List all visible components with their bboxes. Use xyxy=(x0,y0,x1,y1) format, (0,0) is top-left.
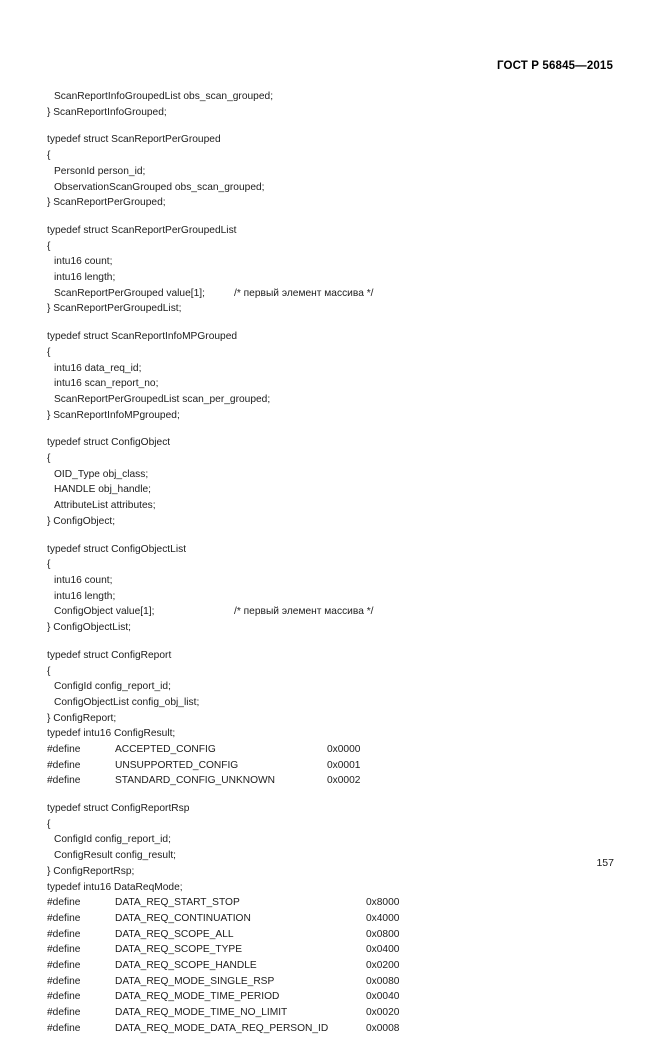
define-keyword: #define xyxy=(47,960,81,972)
code-block-configobject xyxy=(47,435,617,529)
code-block-scanreportpergroupedlist xyxy=(47,223,617,317)
define-value: 0x8000 xyxy=(366,897,400,909)
code-line: OID_Type obj_class; xyxy=(54,468,149,480)
code-block-datareqmode xyxy=(47,880,617,1037)
define-row xyxy=(47,1021,617,1037)
define-value: 0x4000 xyxy=(366,912,400,924)
define-row xyxy=(47,1005,617,1021)
define-name: DATA_REQ_SCOPE_ALL xyxy=(115,928,234,940)
define-value: 0x0002 xyxy=(327,775,361,787)
code-line: { xyxy=(47,150,51,162)
define-value: 0x0008 xyxy=(366,1022,400,1034)
define-name: DATA_REQ_MODE_DATA_REQ_PERSON_ID xyxy=(115,1022,329,1034)
define-name: ACCEPTED_CONFIG xyxy=(115,744,216,756)
define-table-datareqmode xyxy=(47,895,617,1036)
define-keyword: #define xyxy=(47,928,81,940)
code-line: intu16 length; xyxy=(54,272,116,284)
code-line: typedef struct ConfigReportRsp xyxy=(47,803,190,815)
define-value: 0x0040 xyxy=(366,991,400,1003)
define-name: DATA_REQ_MODE_SINGLE_RSP xyxy=(115,975,275,987)
code-block-configreport xyxy=(47,648,617,727)
code-line: } ScanReportPerGrouped; xyxy=(47,197,166,209)
code-line: } ScanReportPerGroupedList; xyxy=(47,303,182,315)
code-line: } ConfigReportRsp; xyxy=(47,865,135,877)
define-keyword: #define xyxy=(47,1007,81,1019)
define-keyword: #define xyxy=(47,991,81,1003)
define-row xyxy=(47,958,617,974)
code-line: ConfigId config_report_id; xyxy=(54,681,171,693)
define-name: UNSUPPORTED_CONFIG xyxy=(115,759,239,771)
code-line: typedef struct ConfigObjectList xyxy=(47,543,187,555)
code-comment: /* первый элемент массива */ xyxy=(234,287,374,299)
define-row xyxy=(47,895,617,911)
define-keyword: #define xyxy=(47,759,81,771)
define-value: 0x0800 xyxy=(366,928,400,940)
define-keyword: #define xyxy=(47,975,81,987)
code-line: ConfigObject value[1]; /* первый элемент массива */ xyxy=(47,604,617,620)
define-keyword: #define xyxy=(47,897,81,909)
code-line: { xyxy=(47,453,51,465)
define-keyword: #define xyxy=(47,775,81,787)
code-line: ConfigResult config_result; xyxy=(54,850,177,862)
page-number: 157 xyxy=(596,857,614,869)
define-value: 0x0020 xyxy=(366,1007,400,1019)
code-blocks-container-2 xyxy=(47,801,617,880)
code-line: typedef struct ScanReportPerGrouped xyxy=(47,134,221,146)
define-row xyxy=(47,742,617,758)
code-line: { xyxy=(47,346,51,358)
define-row xyxy=(47,942,617,958)
code-block-scanreportinfompgrouped xyxy=(47,329,617,423)
code-block-configresult xyxy=(47,726,617,789)
code-listing xyxy=(47,89,617,1036)
define-name: STANDARD_CONFIG_UNKNOWN xyxy=(115,775,275,787)
define-value: 0x0200 xyxy=(366,960,400,972)
code-line: ObservationScanGrouped obs_scan_grouped; xyxy=(54,181,265,193)
define-name: DATA_REQ_START_STOP xyxy=(115,897,240,909)
code-block-configreportrsp xyxy=(47,801,617,880)
define-row xyxy=(47,974,617,990)
define-keyword: #define xyxy=(47,1022,81,1034)
code-line: typedef struct ConfigObject xyxy=(47,437,171,449)
define-row xyxy=(47,758,617,774)
define-name: DATA_REQ_SCOPE_HANDLE xyxy=(115,960,257,972)
define-name: DATA_REQ_CONTINUATION xyxy=(115,912,251,924)
define-name: DATA_REQ_MODE_TIME_NO_LIMIT xyxy=(115,1007,288,1019)
running-head: ГОСТ Р 56845—2015 xyxy=(496,60,613,72)
code-line: ConfigId config_report_id; xyxy=(54,834,171,846)
define-row xyxy=(47,989,617,1005)
code-line: { xyxy=(47,665,51,677)
code-line: { xyxy=(47,818,51,830)
define-keyword: #define xyxy=(47,912,81,924)
define-row xyxy=(47,911,617,927)
code-line: } ConfigReport; xyxy=(47,712,117,724)
code-line: intu16 count; xyxy=(54,574,113,586)
define-value: 0x0080 xyxy=(366,975,400,987)
code-line: } ScanReportInfoGrouped; xyxy=(47,106,167,118)
code-blocks-container xyxy=(47,89,617,726)
define-table-configresult xyxy=(47,742,617,789)
code-line: intu16 scan_report_no; xyxy=(54,378,159,390)
code-line: intu16 count; xyxy=(54,256,113,268)
code-line: { xyxy=(47,559,51,571)
define-keyword: #define xyxy=(47,744,81,756)
code-line: intu16 length; xyxy=(54,590,116,602)
code-line: typedef struct ConfigReport xyxy=(47,649,172,661)
code-line: } ConfigObjectList; xyxy=(47,622,131,634)
code-block-scanreportpergrouped xyxy=(47,132,617,211)
code-line: ScanReportInfoGroupedList obs_scan_grouped; xyxy=(54,91,274,102)
define-row xyxy=(47,773,617,789)
code-block-configobjectlist xyxy=(47,542,617,636)
code-line: AttributeList attributes; xyxy=(54,500,156,512)
code-line: typedef struct ScanReportInfoMPGrouped xyxy=(47,331,238,343)
code-line: typedef struct ScanReportPerGroupedList xyxy=(47,224,237,236)
define-name: DATA_REQ_MODE_TIME_PERIOD xyxy=(115,991,280,1003)
define-keyword: #define xyxy=(47,944,81,956)
define-value: 0x0000 xyxy=(327,744,361,756)
code-line: HANDLE obj_handle; xyxy=(54,484,152,496)
define-value: 0x0001 xyxy=(327,759,361,771)
code-line: } ScanReportInfoMPgrouped; xyxy=(47,409,180,421)
define-name: DATA_REQ_SCOPE_TYPE xyxy=(115,944,243,956)
code-line: intu16 data_req_id; xyxy=(54,362,142,374)
code-line: typedef intu16 DataReqMode; xyxy=(47,881,183,893)
code-line: } ConfigObject; xyxy=(47,515,116,527)
code-comment: /* первый элемент массива */ xyxy=(234,606,374,618)
code-block-scanreportinfogrouped-tail xyxy=(47,89,617,120)
code-line: ScanReportPerGrouped value[1]; /* первый элемент массива */ xyxy=(47,286,617,302)
code-line: typedef intu16 ConfigResult; xyxy=(47,728,176,740)
code-line: { xyxy=(47,240,51,252)
define-value: 0x0400 xyxy=(366,944,400,956)
code-line: ScanReportPerGroupedList scan_per_grouped; xyxy=(54,393,271,405)
code-line: ConfigObjectList config_obj_list; xyxy=(54,696,200,708)
code-line: PersonId person_id; xyxy=(54,165,146,177)
